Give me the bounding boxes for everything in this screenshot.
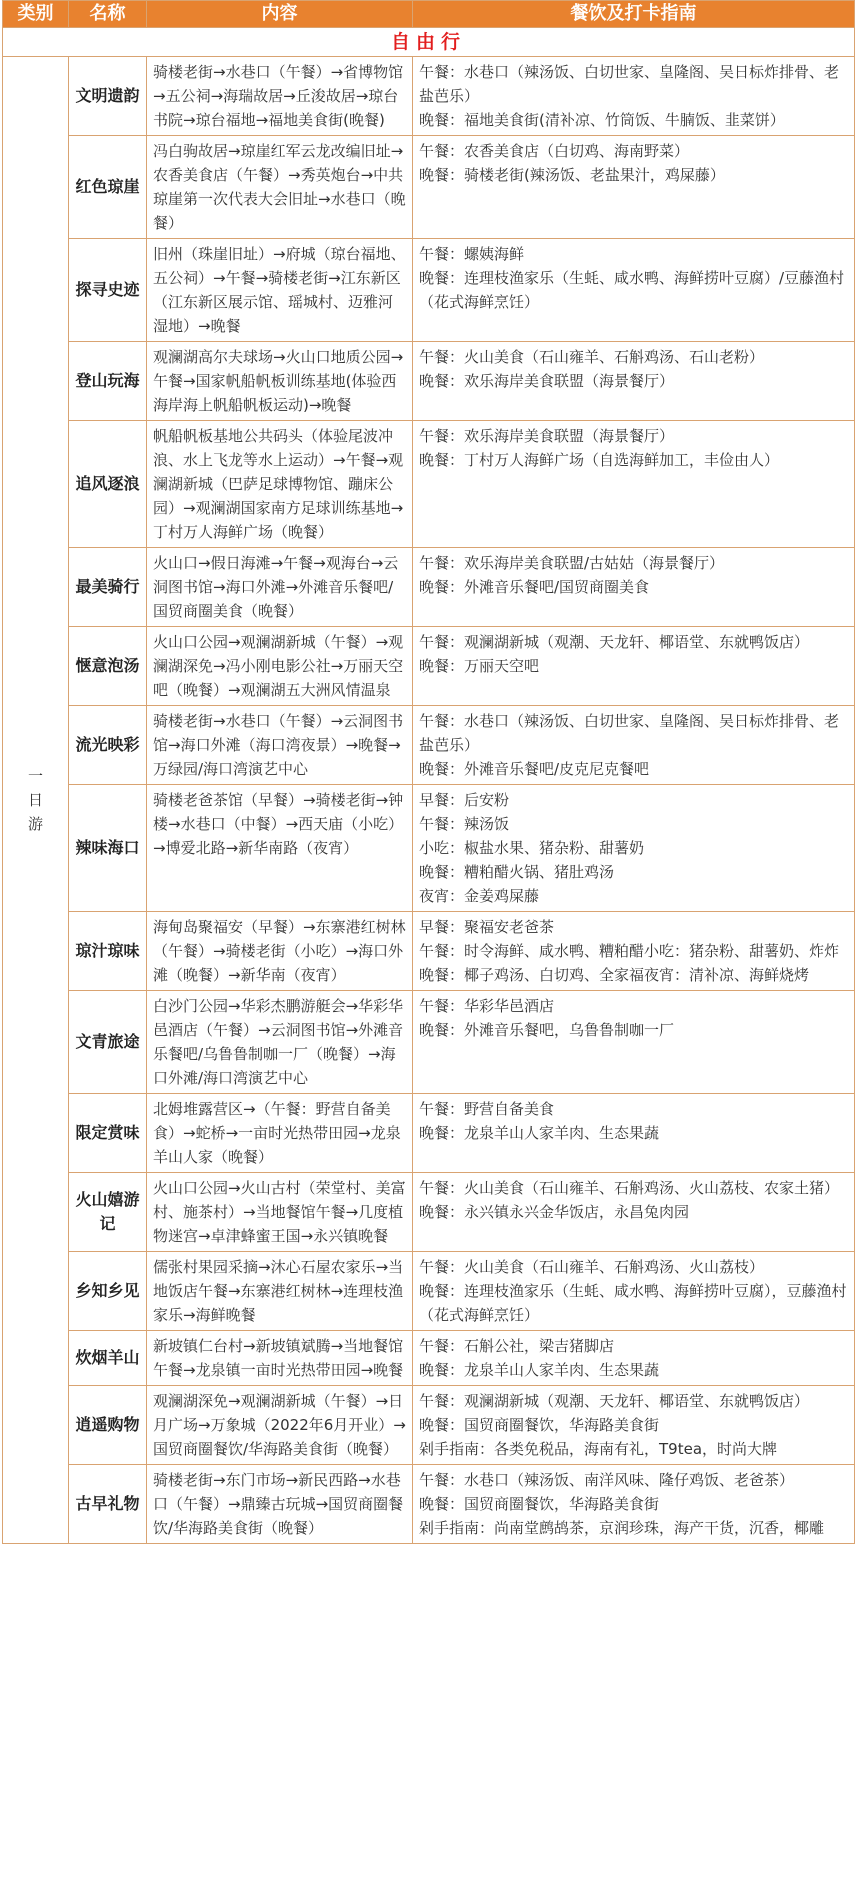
food-line: 早餐：后安粉 xyxy=(419,791,510,809)
route-content: 帆船帆板基地公共码头（体验尾波冲浪、水上飞龙等水上运动）→午餐→观澜湖新城（巴萨足球博物馆、蹦床公园）→观澜湖国家南方足球训练基地→丁村万人海鲜广场（晚餐） xyxy=(147,421,413,548)
food-line: 晚餐：龙泉羊山人家羊肉、生态果蔬 xyxy=(419,1361,660,1379)
table-row xyxy=(3,342,855,421)
route-name: 火山嬉游记 xyxy=(69,1173,147,1252)
category-cell xyxy=(3,57,69,1544)
table-row xyxy=(3,1465,855,1544)
route-content: 骑楼老爸茶馆（早餐）→骑楼老街→钟楼→水巷口（中餐）→西天庙（小吃）→博爱北路→新华南路（夜宵） xyxy=(147,785,413,912)
route-content: 火山口公园→观澜湖新城（午餐）→观澜湖深免→冯小刚电影公社→万丽天空吧（晚餐）→观澜湖五大洲风情温泉 xyxy=(147,627,413,706)
route-name: 逍遥购物 xyxy=(69,1386,147,1465)
table-row xyxy=(3,785,855,912)
table-row xyxy=(3,1173,855,1252)
food-line: 午餐：欢乐海岸美食联盟/古姑姑（海景餐厅） xyxy=(419,554,725,572)
food-guide xyxy=(413,136,855,239)
food-guide xyxy=(413,706,855,785)
table-row xyxy=(3,548,855,627)
table-row xyxy=(3,421,855,548)
food-line: 晚餐：连理枝渔家乐（生蚝、咸水鸭、海鲜捞叶豆腐）/豆藤渔村（花式海鲜烹饪） xyxy=(419,269,845,311)
food-guide xyxy=(413,239,855,342)
food-guide xyxy=(413,785,855,912)
food-line: 剁手指南：各类免税品，海南有礼，T9tea，时尚大牌 xyxy=(419,1440,778,1458)
food-guide xyxy=(413,1094,855,1173)
section-title: 自由行 xyxy=(3,28,855,57)
table-row xyxy=(3,912,855,991)
table-row xyxy=(3,1094,855,1173)
table-row xyxy=(3,1331,855,1386)
food-guide xyxy=(413,57,855,136)
food-guide xyxy=(413,1386,855,1465)
food-line: 剁手指南：尚南堂鹧鸪茶，京润珍珠，海产干货，沉香，椰雕 xyxy=(419,1519,825,1537)
food-guide xyxy=(413,627,855,706)
table-row xyxy=(3,627,855,706)
table-row xyxy=(3,239,855,342)
food-line: 晚餐：外滩音乐餐吧/皮克尼克餐吧 xyxy=(419,760,650,778)
route-name: 最美骑行 xyxy=(69,548,147,627)
route-name: 流光映彩 xyxy=(69,706,147,785)
food-guide xyxy=(413,1173,855,1252)
route-content: 新坡镇仁台村→新坡镇斌腾→当地餐馆午餐→龙泉镇一亩时光热带田园→晚餐 xyxy=(147,1331,413,1386)
food-line: 午餐：火山美食（石山雍羊、石斛鸡汤、火山荔枝、农家土猪） xyxy=(419,1179,840,1197)
food-guide xyxy=(413,1465,855,1544)
route-content: 儒张村果园采摘→沐心石屋农家乐→当地饭店午餐→东寨港红树林→连理枝渔家乐→海鲜晚餐 xyxy=(147,1252,413,1331)
route-content: 火山口公园→火山古村（荣堂村、美富村、施茶村）→当地餐馆午餐→几度植物迷宫→卓津蜂蜜王国→永兴镇晚餐 xyxy=(147,1173,413,1252)
food-guide xyxy=(413,548,855,627)
food-line: 晚餐：福地美食街(清补凉、竹筒饭、牛腩饭、韭菜饼） xyxy=(419,111,785,129)
food-line: 午餐：石斛公社，梁吉猪脚店 xyxy=(419,1337,615,1355)
food-line: 晚餐：外滩音乐餐吧/国贸商圈美食 xyxy=(419,578,650,596)
route-content: 观澜湖深免→观澜湖新城（午餐）→日月广场→万象城（2022年6月开业）→国贸商圈餐饮/华海路美食街（晚餐） xyxy=(147,1386,413,1465)
route-name: 炊烟羊山 xyxy=(69,1331,147,1386)
route-name: 古早礼物 xyxy=(69,1465,147,1544)
food-line: 晚餐：欢乐海岸美食联盟（海景餐厅） xyxy=(419,372,675,390)
food-line: 午餐：欢乐海岸美食联盟（海景餐厅） xyxy=(419,427,675,445)
food-line: 午餐：辣汤饭 xyxy=(419,815,510,833)
route-content: 骑楼老街→东门市场→新民西路→水巷口（午餐）→鼎臻古玩城→国贸商圈餐饮/华海路美食街（晚餐） xyxy=(147,1465,413,1544)
food-line: 午餐：观澜湖新城（观潮、天龙轩、椰语堂、东就鸭饭店） xyxy=(419,633,810,651)
food-line: 午餐：华彩华邑酒店 xyxy=(419,997,555,1015)
food-guide xyxy=(413,912,855,991)
table-row xyxy=(3,57,855,136)
food-line: 午餐：野营自备美食 xyxy=(419,1100,555,1118)
route-content: 冯白驹故居→琼崖红军云龙改编旧址→农香美食店（午餐）→秀英炮台→中共琼崖第一次代表大会旧址→水巷口（晚餐） xyxy=(147,136,413,239)
food-line: 午餐：螺姨海鲜 xyxy=(419,245,525,263)
table-row xyxy=(3,1386,855,1465)
category-label: 一日游 xyxy=(27,767,43,833)
route-content: 旧州（珠崖旧址）→府城（琼台福地、五公祠）→午餐→骑楼老街→江东新区（江东新区展示馆、瑶城村、迈雅河湿地）→晚餐 xyxy=(147,239,413,342)
route-name: 文青旅途 xyxy=(69,991,147,1094)
table-row xyxy=(3,706,855,785)
route-name: 探寻史迹 xyxy=(69,239,147,342)
table-row xyxy=(3,991,855,1094)
route-name: 惬意泡汤 xyxy=(69,627,147,706)
food-line: 晚餐：万丽天空吧 xyxy=(419,657,540,675)
route-name: 琼汁琼味 xyxy=(69,912,147,991)
route-name: 追风逐浪 xyxy=(69,421,147,548)
food-line: 晚餐：国贸商圈餐饮，华海路美食街 xyxy=(419,1416,660,1434)
food-line: 小吃：椒盐水果、猪杂粉、甜薯奶 xyxy=(419,839,645,857)
food-guide xyxy=(413,421,855,548)
table-row xyxy=(3,136,855,239)
food-line: 午餐：水巷口（辣汤饭、白切世家、皇隆阁、吴日标炸排骨、老盐芭乐） xyxy=(419,712,840,754)
food-line: 午餐：火山美食（石山雍羊、石斛鸡汤、石山老粉） xyxy=(419,348,765,366)
route-name: 文明遗韵 xyxy=(69,57,147,136)
food-line: 晚餐：国贸商圈餐饮，华海路美食街 xyxy=(419,1495,660,1513)
header-row xyxy=(3,1,855,28)
food-line: 晚餐：龙泉羊山人家羊肉、生态果蔬 xyxy=(419,1124,660,1142)
route-content: 骑楼老街→水巷口（午餐）→省博物馆→五公祠→海瑞故居→丘浚故居→琼台书院→琼台福地→福地美食街(晚餐) xyxy=(147,57,413,136)
food-guide xyxy=(413,1331,855,1386)
food-line: 早餐：聚福安老爸茶 xyxy=(419,918,555,936)
food-line: 晚餐：连理枝渔家乐（生蚝、咸水鸭、海鲜捞叶豆腐），豆藤渔村（花式海鲜烹饪） xyxy=(419,1282,847,1324)
food-line: 晚餐：丁村万人海鲜广场（自选海鲜加工，丰俭由人） xyxy=(419,451,780,469)
route-content: 海甸岛聚福安（早餐）→东寨港红树林（午餐）→骑楼老街（小吃）→海口外滩（晚餐）→新华南（夜宵） xyxy=(147,912,413,991)
food-line: 晚餐：外滩音乐餐吧，乌鲁鲁制咖一厂 xyxy=(419,1021,675,1039)
route-content: 北姆堆露营区→（午餐：野营自备美食）→蛇桥→一亩时光热带田园→龙泉羊山人家（晚餐） xyxy=(147,1094,413,1173)
route-name: 辣味海口 xyxy=(69,785,147,912)
food-line: 午餐：水巷口（辣汤饭、南洋风味、隆仔鸡饭、老爸茶） xyxy=(419,1471,795,1489)
section-row xyxy=(3,28,855,57)
route-name: 乡知乡见 xyxy=(69,1252,147,1331)
header-content: 内容 xyxy=(147,1,413,28)
food-line: 午餐：观澜湖新城（观潮、天龙轩、椰语堂、东就鸭饭店） xyxy=(419,1392,810,1410)
itinerary-table xyxy=(2,0,855,1544)
header-name: 名称 xyxy=(69,1,147,28)
food-line: 晚餐：骑楼老街(辣汤饭、老盐果汁，鸡屎藤） xyxy=(419,166,725,184)
route-name: 登山玩海 xyxy=(69,342,147,421)
table-row xyxy=(3,1252,855,1331)
food-line: 午餐：时令海鲜、咸水鸭、糟粕醋小吃：猪杂粉、甜薯奶、炸炸 xyxy=(419,942,840,960)
food-guide xyxy=(413,1252,855,1331)
route-content: 观澜湖高尔夫球场→火山口地质公园→午餐→国家帆船帆板训练基地(体验西海岸海上帆船帆板运动)→晚餐 xyxy=(147,342,413,421)
food-line: 午餐：火山美食（石山雍羊、石斛鸡汤、火山荔枝） xyxy=(419,1258,765,1276)
food-line: 晚餐：永兴镇永兴金华饭店，永昌兔肉园 xyxy=(419,1203,690,1221)
route-name: 红色琼崖 xyxy=(69,136,147,239)
header-food: 餐饮及打卡指南 xyxy=(413,1,855,28)
route-content: 骑楼老街→水巷口（午餐）→云洞图书馆→海口外滩（海口湾夜景）→晚餐→万绿园/海口湾演艺中心 xyxy=(147,706,413,785)
food-line: 晚餐：椰子鸡汤、白切鸡、全家福夜宵：清补凉、海鲜烧烤 xyxy=(419,966,810,984)
route-content: 白沙门公园→华彩杰鹏游艇会→华彩华邑酒店（午餐）→云洞图书馆→外滩音乐餐吧/乌鲁鲁制咖一厂（晚餐）→海口外滩/海口湾演艺中心 xyxy=(147,991,413,1094)
food-guide xyxy=(413,342,855,421)
food-line: 午餐：水巷口（辣汤饭、白切世家、皇隆阁、吴日标炸排骨、老盐芭乐） xyxy=(419,63,840,105)
food-line: 夜宵：金姜鸡屎藤 xyxy=(419,887,540,905)
route-name: 限定赏味 xyxy=(69,1094,147,1173)
food-guide xyxy=(413,991,855,1094)
route-content: 火山口→假日海滩→午餐→观海台→云洞图书馆→海口外滩→外滩音乐餐吧/国贸商圈美食（晚餐） xyxy=(147,548,413,627)
food-line: 午餐：农香美食店（白切鸡、海南野菜） xyxy=(419,142,690,160)
header-category: 类别 xyxy=(3,1,69,28)
food-line: 晚餐：糟粕醋火锅、猪肚鸡汤 xyxy=(419,863,615,881)
